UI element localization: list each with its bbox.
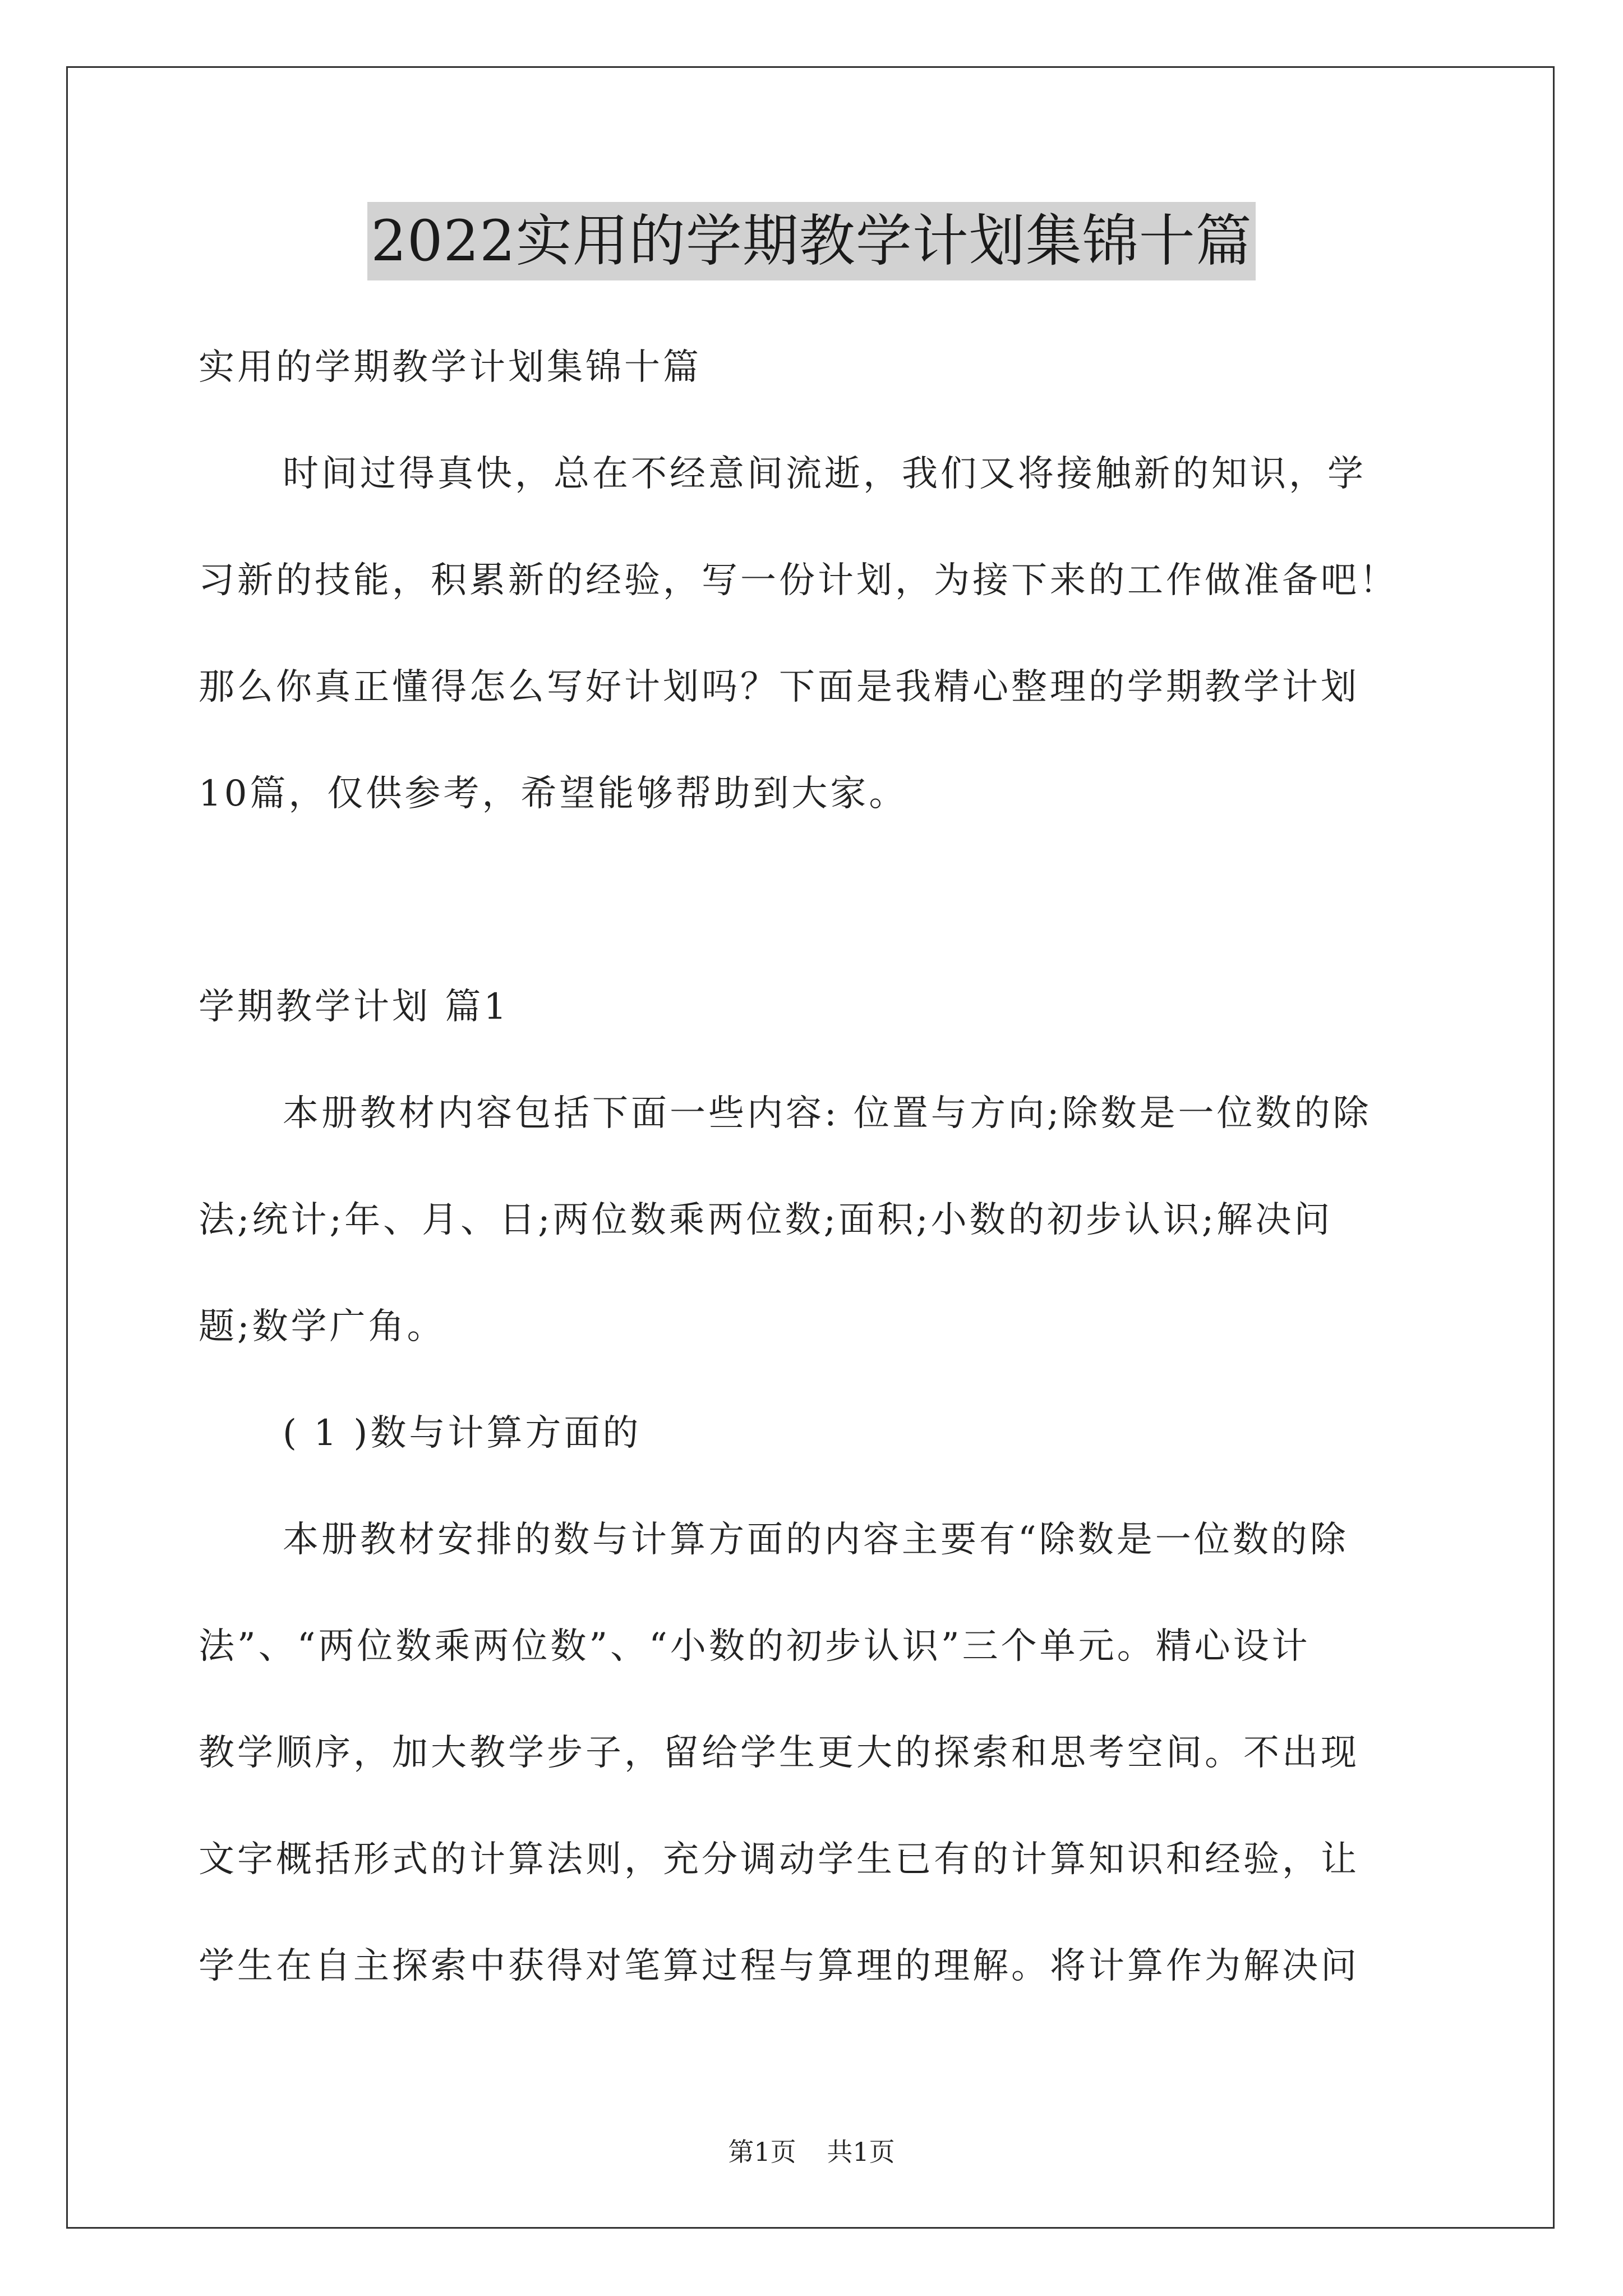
paragraph-line: 本册教材内容包括下面一些内容: 位置与方向;除数是一位数的除	[283, 1093, 1372, 1134]
paragraph-line: 时间过得真快，总在不经意间流逝，我们又将接触新的知识，学	[283, 453, 1366, 495]
page-number: 第1页	[728, 2137, 796, 2167]
subsection-heading: ( 1 )数与计算方面的	[283, 1412, 642, 1454]
paragraph-line: 那么你真正懂得怎么写好计划吗？下面是我精心整理的学期教学计划	[199, 666, 1359, 708]
paragraph-line: 实用的学期教学计划集锦十篇	[199, 347, 702, 388]
paragraph-line: 习新的技能，积累新的经验，写一份计划，为接下来的工作做准备吧！	[199, 560, 1398, 601]
paragraph-line: 本册教材安排的数与计算方面的内容主要有“除数是一位数的除	[283, 1519, 1349, 1561]
paragraph-line: 10篇，仅供参考，希望能够帮助到大家。	[199, 773, 908, 815]
paragraph-line: 学生在自主探索中获得对笔算过程与算理的理解。将计算作为解决问	[199, 1945, 1359, 1987]
document-body	[199, 314, 1424, 2019]
title-container	[0, 202, 1623, 280]
paragraph-line: 法”、“两位数乘两位数”、“小数的初步认识”三个单元。精心设计	[199, 1626, 1311, 1667]
section-heading: 学期教学计划 篇1	[199, 986, 510, 1028]
blank-line	[199, 847, 1424, 954]
paragraph-line: 题;数学广角。	[199, 1306, 446, 1347]
document-title: 2022实用的学期教学计划集锦十篇	[367, 202, 1256, 280]
page-total: 共1页	[827, 2137, 895, 2167]
paragraph-line: 法;统计;年、月、日;两位数乘两位数;面积;小数的初步认识;解决问	[199, 1199, 1333, 1241]
page-footer	[0, 2132, 1623, 2169]
paragraph-line: 教学顺序，加大教学步子，留给学生更大的探索和思考空间。不出现	[199, 1732, 1359, 1774]
paragraph-line: 文字概括形式的计算法则，充分调动学生已有的计算知识和经验，让	[199, 1839, 1359, 1880]
